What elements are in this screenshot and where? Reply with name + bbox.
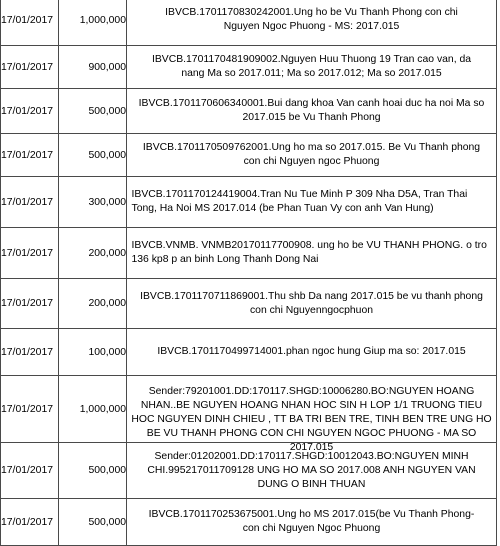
date-cell: 17/01/2017 (1, 228, 59, 279)
description-cell (127, 134, 497, 177)
description-cell (127, 329, 497, 376)
description-cell (127, 46, 497, 89)
description-cell (127, 228, 497, 279)
date-cell: 17/01/2017 (1, 177, 59, 228)
description-cell (127, 0, 497, 46)
description-text: IBVCB.1701170711869001.Thu shb Da nang 2017.015 be vu thanh phong con chi Nguyenngocphuon (140, 290, 483, 316)
amount-cell: 300,000 (59, 177, 127, 228)
description-text: IBVCB.1701170606340001.Bui dang khoa Van canh hoai duc ha noi Ma so 2017.015 be Vu Thanh Phong (138, 98, 485, 123)
table-row (1, 279, 497, 329)
date-cell: 17/01/2017 (1, 443, 59, 499)
table-row (1, 228, 497, 279)
table-row (1, 499, 497, 546)
date-cell: 17/01/2017 (1, 499, 59, 546)
description-cell (127, 376, 497, 453)
table-row (1, 134, 497, 177)
table-row (1, 329, 497, 376)
description-text: IBVCB.1701170499714001.phan ngoc hung Giup ma so: 2017.015 (157, 346, 466, 357)
date-cell: 17/01/2017 (1, 134, 59, 177)
date-cell: 17/01/2017 (1, 89, 59, 134)
amount-cell: 900,000 (59, 46, 127, 89)
date-cell: 17/01/2017 (1, 0, 59, 46)
amount-cell: 1,000,000 (59, 0, 127, 46)
table-row (1, 376, 497, 443)
table-row (1, 46, 497, 89)
amount-cell: 200,000 (59, 279, 127, 329)
description-cell (127, 279, 497, 329)
description-text: IBVCB.1701170253675001.Ung ho MS 2017.015(be Vu Thanh Phong-con chi Nguyen Ngoc Phuong (148, 509, 475, 534)
table-row (1, 0, 497, 46)
description-cell (127, 177, 497, 228)
table-row (1, 89, 497, 134)
description-text: IBVCB.1701170481909002.Nguyen Huu Thuong 19 Tran cao van, da nang Ma so 2017.011; Ma so 2017.012; Ma so 2017.015 (151, 54, 472, 79)
amount-cell: 1,000,000 (59, 376, 127, 443)
amount-cell: 500,000 (59, 89, 127, 134)
description-text: Sender:79201001.DD:170117.SHGD:10006280.BO:NGUYEN HOANG NHAN..BE NGUYEN HOANG NHAN HOC SIN H LOP 1/1 TRUONG TIEU HOC NGUYEN DINH CHIEU , TT BA TRI BEN TRE, TINH BEN TRE UNG HO BE VU THANH PHONG CON CHI NGUYEN NGOC PHUONG - MA SO 2017.015 (131, 386, 492, 453)
description-text: IBVCB.VNMB. VNMB20170117700908. ung ho be VU THANH PHONG. o tro 136 kp8 p an binh Long Thanh Dong Nai (131, 240, 487, 265)
description-cell (127, 89, 497, 134)
description-cell (127, 443, 497, 499)
amount-cell: 100,000 (59, 329, 127, 376)
amount-cell: 500,000 (59, 499, 127, 546)
table-row (1, 177, 497, 228)
amount-cell: 500,000 (59, 134, 127, 177)
date-cell: 17/01/2017 (1, 376, 59, 443)
description-cell (127, 499, 497, 546)
date-cell: 17/01/2017 (1, 46, 59, 89)
date-cell: 17/01/2017 (1, 329, 59, 376)
description-text: IBVCB.1701170509762001.Ung ho ma so 2017.015. Be Vu Thanh phong con chi Nguyen ngoc Phuong (142, 142, 481, 167)
table-row (1, 443, 497, 499)
date-cell: 17/01/2017 (1, 279, 59, 329)
amount-cell: 200,000 (59, 228, 127, 279)
amount-cell: 500,000 (59, 443, 127, 499)
description-text: IBVCB.1701170124419004.Tran Nu Tue Minh P 309 Nha D5A, Tran Thai Tong, Ha Noi MS 2017.014 (be Phan Tuan Vy con anh Van Hung) (131, 189, 468, 214)
description-text: IBVCB.1701170830242001.Ung ho be Vu Thanh Phong con chi Nguyen Ngoc Phuong - MS: 2017.015 (165, 7, 458, 32)
description-text: Sender:01202001.DD:170117.SHGD:10012043.BO:NGUYEN MINH CHI.995217011709128 UNG HO MA SO 2017.008 ANH NGUYEN VAN DUNG O BINH THUAN (147, 450, 476, 490)
